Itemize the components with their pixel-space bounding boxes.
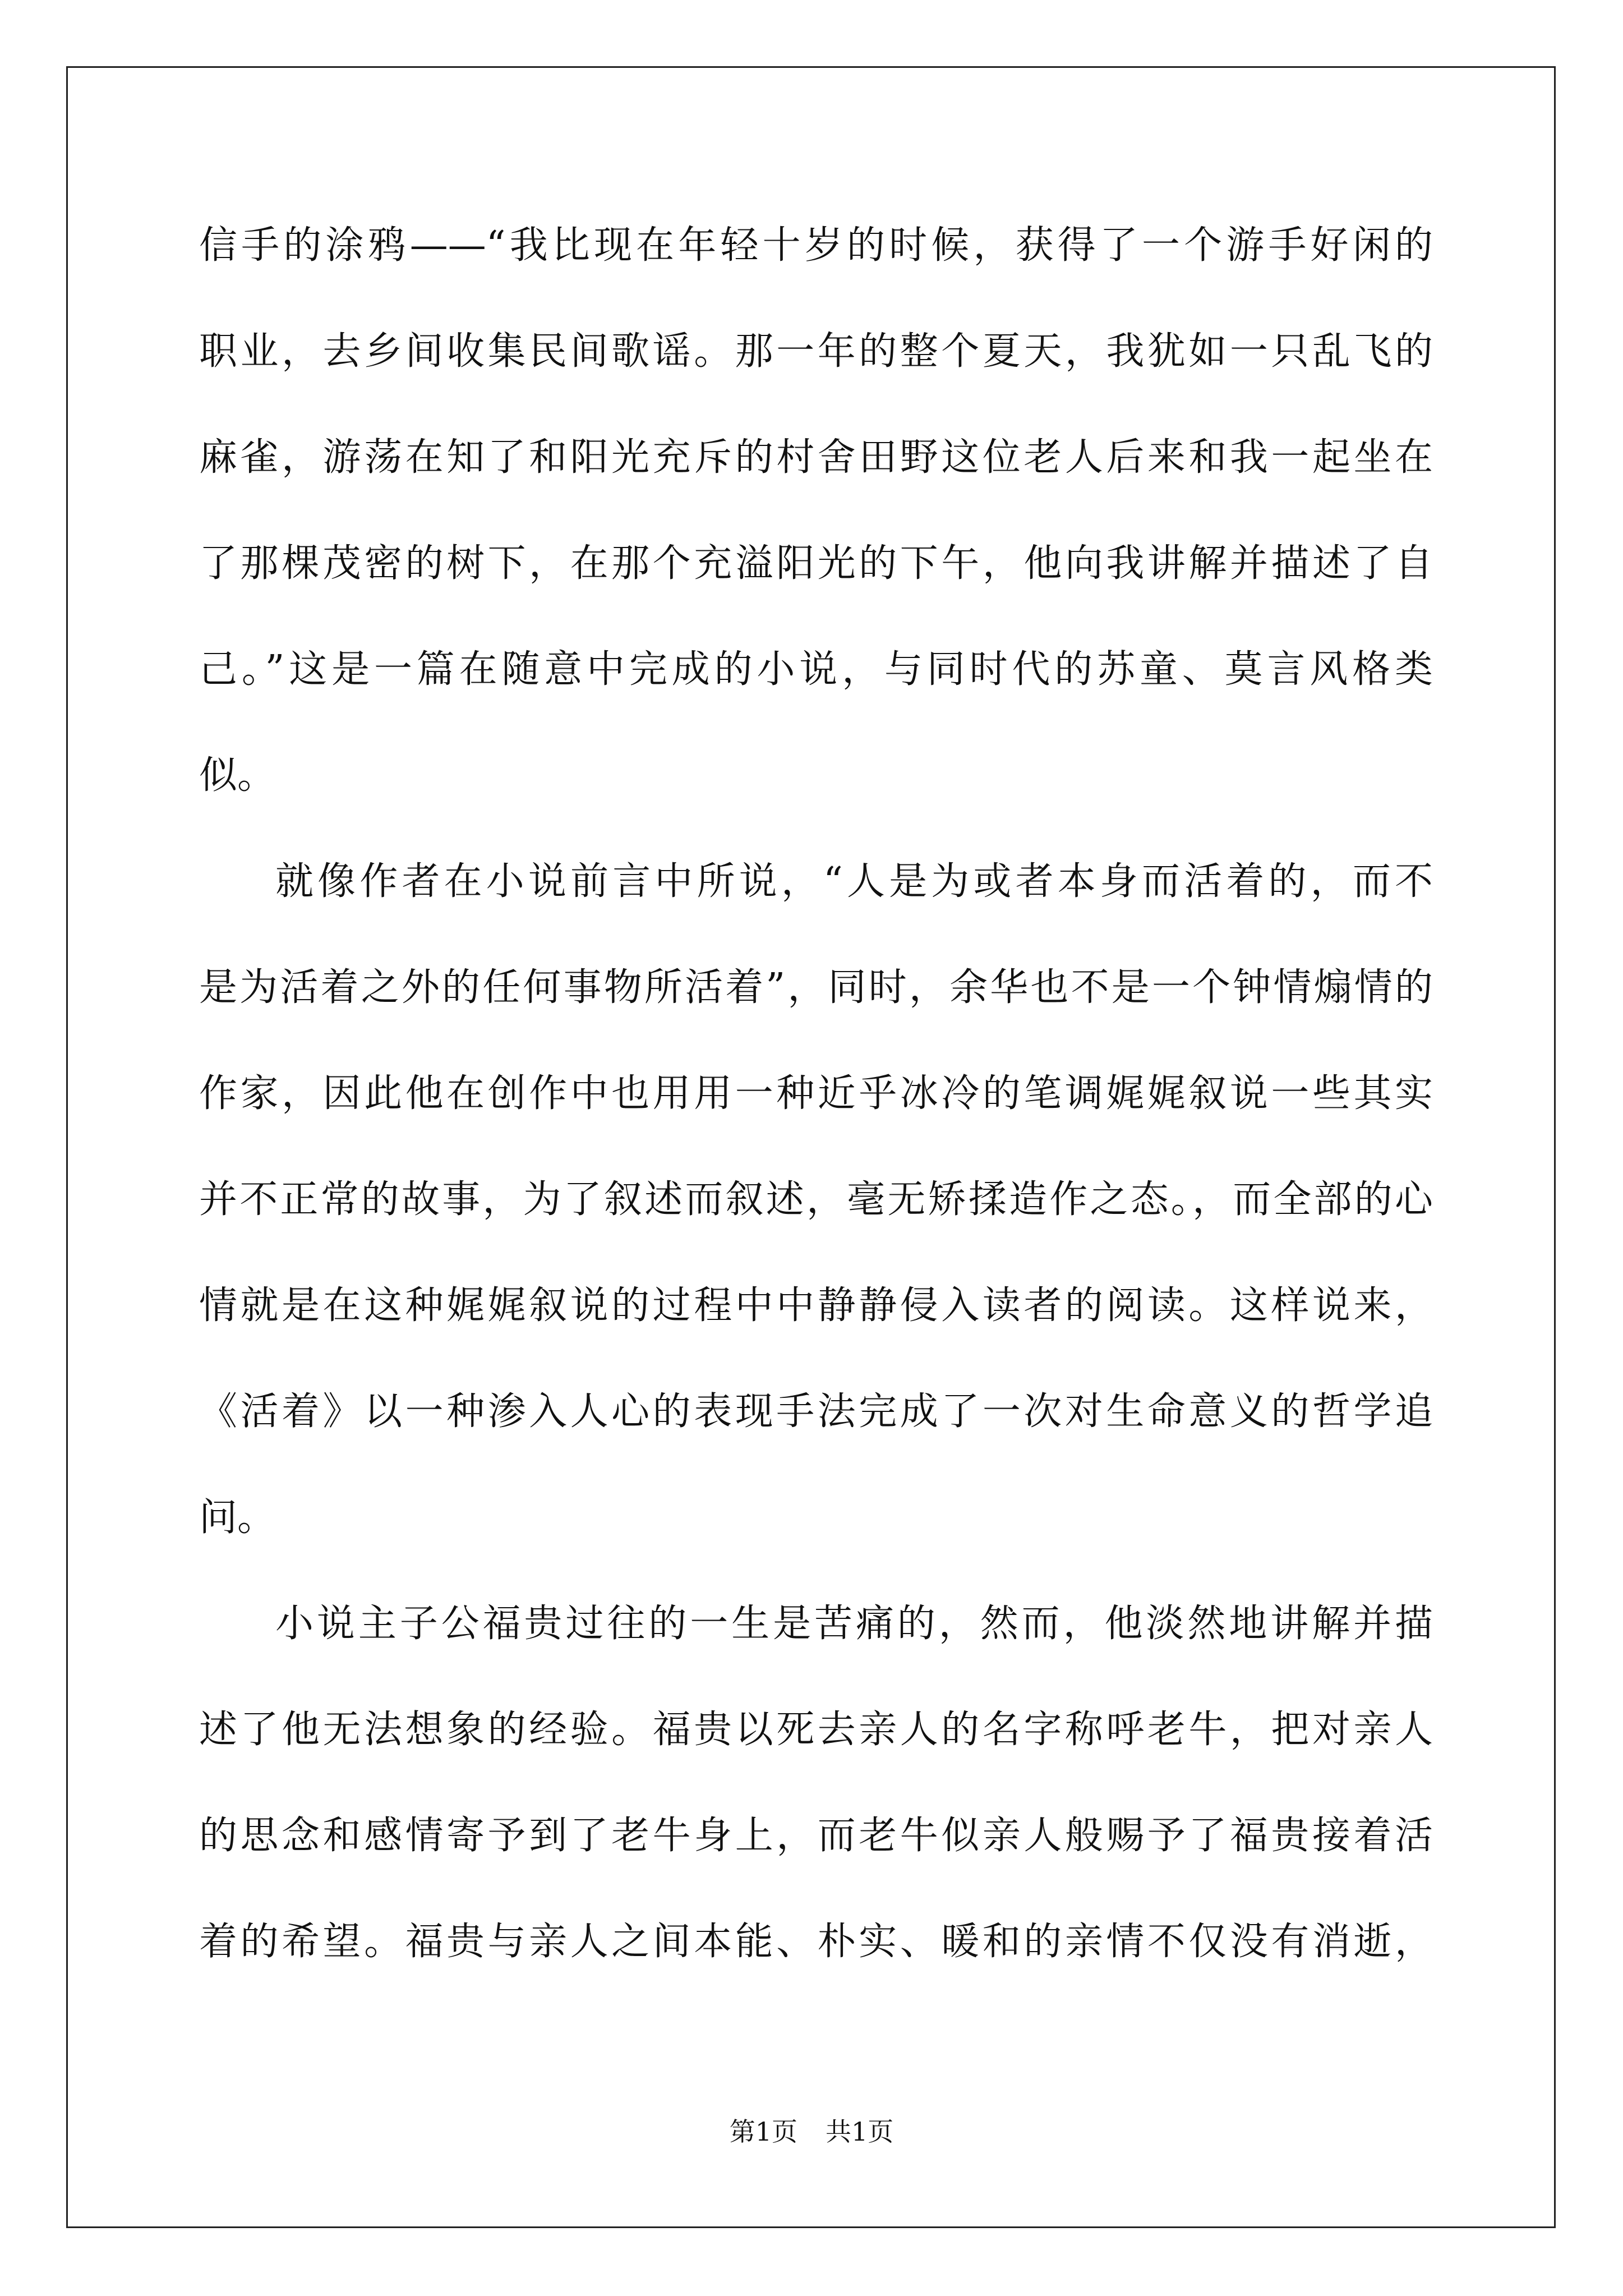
text-line: 的思念和感情寄予到了老牛身上，而老牛似亲人般赐予了福贵接着活 bbox=[199, 1814, 1433, 1858]
text-line: 着的希望。福贵与亲人之间本能、朴实、暖和的亲情不仅没有消逝， bbox=[199, 1920, 1433, 1964]
text-line: 己。”这是一篇在随意中完成的小说，与同时代的苏童、莫言风格类 bbox=[199, 647, 1433, 692]
page-total: 共1页 bbox=[826, 2116, 894, 2147]
page-number: 第1页 bbox=[729, 2116, 797, 2147]
text-line: 就像作者在小说前言中所说，“人是为或者本身而活着的，而不 bbox=[275, 859, 1433, 904]
text-line: 小说主子公福贵过往的一生是苦痛的，然而，他淡然地讲解并描 bbox=[275, 1602, 1433, 1646]
page-footer bbox=[0, 2115, 1623, 2148]
text-line: 作家，因此他在创作中也用用一种近乎冰冷的笔调娓娓叙说一些其实 bbox=[199, 1071, 1433, 1116]
document-body bbox=[199, 219, 1433, 2021]
text-line: 信手的涂鸦——“我比现在年轻十岁的时候，获得了一个游手好闲的 bbox=[199, 223, 1433, 268]
text-line: 问。 bbox=[199, 1496, 276, 1540]
text-line: 是为活着之外的任何事物所活着”，同时，余华也不是一个钟情煽情的 bbox=[199, 965, 1433, 1010]
text-line: 似。 bbox=[199, 753, 276, 798]
text-line: 述了他无法想象的经验。福贵以死去亲人的名字称呼老牛，把对亲人 bbox=[199, 1708, 1433, 1752]
text-line: 麻雀，游荡在知了和阳光充斥的村舍田野这位老人后来和我一起坐在 bbox=[199, 435, 1433, 480]
text-line: 并不正常的故事，为了叙述而叙述，毫无矫揉造作之态。，而全部的心 bbox=[199, 1177, 1433, 1222]
text-line: 《活着》以一种渗入人心的表现手法完成了一次对生命意义的哲学追 bbox=[199, 1389, 1433, 1434]
text-line: 情就是在这种娓娓叙说的过程中中静静侵入读者的阅读。这样说来， bbox=[199, 1283, 1433, 1328]
text-line: 职业，去乡间收集民间歌谣。那一年的整个夏天，我犹如一只乱飞的 bbox=[199, 329, 1433, 374]
text-line: 了那棵茂密的树下，在那个充溢阳光的下午，他向我讲解并描述了自 bbox=[199, 541, 1433, 586]
